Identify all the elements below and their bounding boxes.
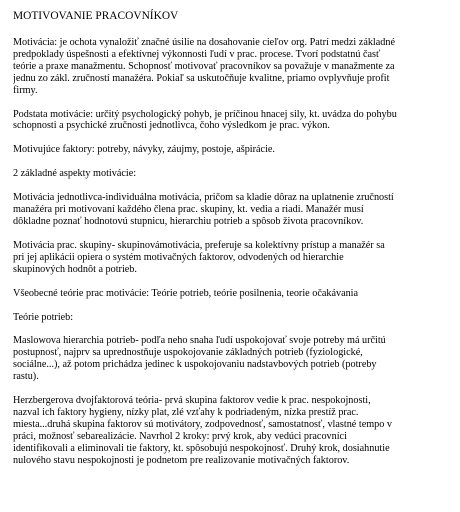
text-line: Všeobecné teórie prac motivácie: Teórie potrieb, teórie posilnenia, teorie očakávania <box>13 287 359 299</box>
text-line: 2 základné aspekty motivácie: <box>13 168 137 180</box>
paragraph <box>13 312 454 324</box>
text-line: pri jej aplikácii opiera o systém motivačných faktorov, odvodených od hierarchie <box>13 251 344 263</box>
document-title: MOTIVOVANIE PRACOVNÍKOV <box>13 10 179 22</box>
paragraph <box>13 37 454 97</box>
paragraph <box>13 335 454 383</box>
text-line: schopnosti a psychické zručnosti jednotlivca, čoho výsledkom je prac. výkon. <box>13 120 330 132</box>
text-line: miesta...druhá skupina faktorov sú motivátory, zodpovednosť, samostatnosť, vlastné tempo v <box>13 418 392 430</box>
text-line: Podstata motivácie: určitý psychologický pohyb, je príčinou hnacej sily, kt. uvádza do pohybu <box>13 108 397 120</box>
text-line: Maslowova hierarchia potrieb- podľa neho snaha ľudí uspokojovať svoje potreby má určitú <box>13 335 386 347</box>
text-line: Motivácia: je ochota vynaložiť značné úsilie na dosahovanie cieľov org. Patrí medzi základné <box>13 37 395 48</box>
text-line: sociálne...), až potom prichádza jedinec k uspokojovaniu nadstavbových potrieb (potreby <box>13 359 377 371</box>
text-line: skupinových hodnôt a potrieb. <box>13 263 137 275</box>
text-line: manažéra pri motivovaní každého člena prac. skupiny, kt. vedia a riadi. Manažér musí <box>13 204 364 216</box>
paragraph <box>13 168 454 180</box>
text-line: Motivujúce faktory: potreby, návyky, záujmy, postoje, ašpirácie. <box>13 144 275 156</box>
text-line: nazval ich faktory hygieny, nízky plat, zlé vzťahy k podriadeným, nízka prestíž prac. <box>13 406 359 418</box>
text-line: identifikovali a eliminovali tie faktory, kt. spôsobujú nespokojnosť. Druhý krok, dosiahnutie <box>13 442 390 454</box>
text-line: Motivácia prac. skupiny- skupinovámotivácia, preferuje sa kolektívny prístup a manažér sa <box>13 239 385 251</box>
paragraph <box>13 109 454 133</box>
paragraph <box>13 288 454 300</box>
text-line: dôkladne poznať hodnotovú stupnicu, hierarchiu potrieb a spôsob života pracovníkov. <box>13 215 364 227</box>
text-line: práci, možnosť sebarealizácie. Navrhol 2 kroky: prvý krok, aby vedúci pracovníci <box>13 430 347 442</box>
paragraph <box>13 144 454 156</box>
text-line: Herzbergerova dvojfaktorová teória- prvá skupina faktorov vedie k prac. nespokojnosti, <box>13 395 371 407</box>
text-line: postupnosť, najprv sa uprednostňuje uspokojovanie základných potrieb (fyziologické, <box>13 347 363 359</box>
text-line: Teórie potrieb: <box>13 311 74 323</box>
text-line: predpoklady úspešnosti a efektívnej výkonnosti ľudí v prac. procese. Tvorí podstatnú časť <box>13 48 381 60</box>
text-line: teórie a praxe manažmentu. Schopnosť motivovať pracovníkov sa považuje v manažmente za <box>13 60 395 72</box>
text-line: nulového stavu nespokojnosti je podnetom pre realizovanie motivačných faktorov. <box>13 454 350 466</box>
text-line: rastu). <box>13 371 39 383</box>
paragraph <box>13 395 454 466</box>
text-line: jednu zo zákl. zručností manažéra. Pokiaľ sa uskutočňuje kvalitne, priamo ovplyvňuje profit <box>13 72 390 84</box>
paragraph <box>13 240 454 276</box>
text-line: firmy. <box>13 84 38 96</box>
text-line: Motivácia jednotlivca-individuálna motivácia, pričom sa kladie dôraz na uplatnenie zručností <box>13 192 394 204</box>
document-body <box>13 37 454 466</box>
paragraph <box>13 192 454 228</box>
